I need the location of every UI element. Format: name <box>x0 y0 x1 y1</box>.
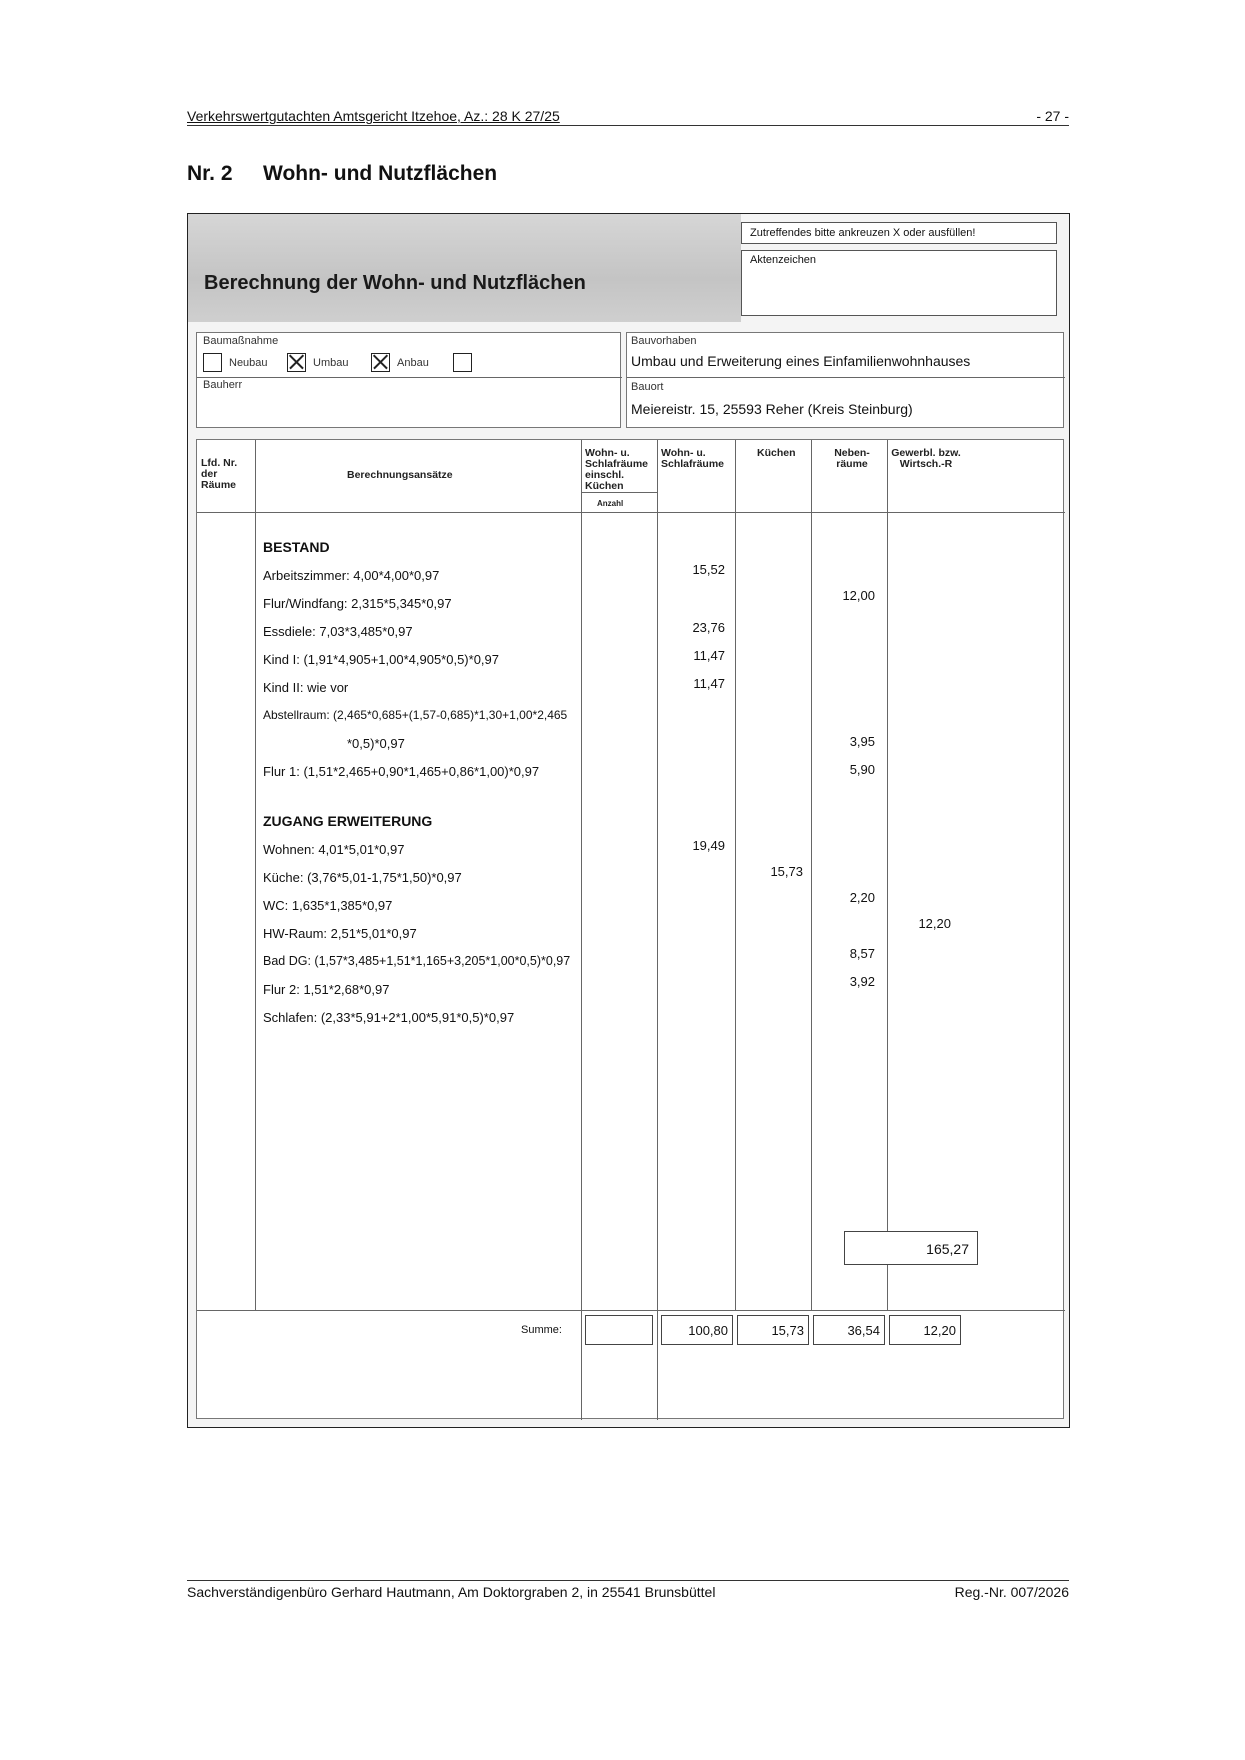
neben-value: 12,00 <box>842 588 875 603</box>
aktenzeichen-label: Aktenzeichen <box>750 254 817 266</box>
section-zugang: ZUGANG ERWEITERUNG <box>263 813 433 829</box>
summe-kuechen: 15,73 <box>737 1315 809 1345</box>
vorhaben-value: Umbau und Erweiterung eines Einfamilienwohnhauses <box>631 353 971 369</box>
calc-row: Wohnen: 4,01*5,01*0,97 <box>263 842 405 857</box>
col-header-lfd: Lfd. Nr. der Räume <box>201 457 238 491</box>
summe-gewerbl: 12,20 <box>889 1315 961 1345</box>
neubau-checkbox-checked <box>287 353 306 372</box>
summary-divider <box>197 1310 1065 1311</box>
massnahme-panel <box>196 332 621 428</box>
neben-value: 5,90 <box>849 762 875 777</box>
neubau-label: Neubau <box>229 357 268 369</box>
wohn-value: 11,47 <box>693 676 725 691</box>
section-heading <box>187 162 497 186</box>
column-divider <box>581 440 582 1420</box>
calc-row: Schlafen: (2,33*5,91+2*1,00*5,91*0,5)*0,97 <box>263 1010 515 1025</box>
form-title: Berechnung der Wohn- und Nutzflächen <box>204 272 586 294</box>
calc-row: Flur 1: (1,51*2,465+0,90*1,465+0,86*1,00)*0,97 <box>263 764 540 779</box>
divider <box>197 377 622 378</box>
page-number: - 27 - <box>1036 108 1069 124</box>
blank-checkbox <box>203 353 222 372</box>
section-title: Wohn- und Nutzflächen <box>263 162 498 185</box>
massnahme-label: Baumaßnahme <box>203 335 279 347</box>
wohn-value: 11,47 <box>693 648 725 663</box>
anbau-label: Anbau <box>397 357 429 369</box>
neben-value: 3,95 <box>849 734 875 749</box>
calc-row: Küche: (3,76*5,01-1,75*1,50)*0,97 <box>263 870 462 885</box>
col-header-wohn-einschl: Wohn- u. Schlafräume einschl. Küchen <box>585 447 649 492</box>
calc-row: Essdiele: 7,03*3,485*0,97 <box>263 624 413 639</box>
calc-row: Kind II: wie vor <box>263 680 349 695</box>
calc-row: Flur 2: 1,51*2,68*0,97 <box>263 982 390 997</box>
summe-label: Summe: <box>521 1324 562 1336</box>
wohn-value: 23,76 <box>692 620 725 635</box>
col-header-wohn: Wohn- u. Schlafräume <box>661 447 725 470</box>
neben-value: 3,92 <box>849 974 875 989</box>
footer-rule <box>187 1580 1069 1581</box>
bauherr-label: Bauherr <box>203 379 243 391</box>
area-calculation-form <box>187 213 1070 1428</box>
calc-row: WC: 1,635*1,385*0,97 <box>263 898 393 913</box>
calc-row: Arbeitszimmer: 4,00*4,00*0,97 <box>263 568 440 583</box>
bauort-label: Bauort <box>631 381 664 393</box>
column-divider <box>255 440 256 1310</box>
umbau-label: Umbau <box>313 357 349 369</box>
gewerbl-value: 12,20 <box>918 916 951 931</box>
header-title: Verkehrswertgutachten Amtsgericht Itzehoe, Az.: 28 K 27/25 <box>187 108 560 124</box>
footer-office: Sachverständigenbüro Gerhard Hautmann, Am Doktorgraben 2, in 25541 Brunsbüttel <box>187 1584 716 1600</box>
col-header-anzahl: Anzahl <box>597 499 624 508</box>
calc-row-continuation: *0,5)*0,97 <box>347 736 405 751</box>
umbau-checkbox-checked <box>371 353 390 372</box>
col-header-ansaetze: Berechnungsansätze <box>347 469 453 481</box>
calc-row: Bad DG: (1,57*3,485+1,51*1,165+3,205*1,00*0,5)*0,97 <box>263 954 571 968</box>
neben-value: 2,20 <box>849 890 875 905</box>
footer-reg-number: Reg.-Nr. 007/2026 <box>954 1584 1069 1600</box>
column-divider <box>735 440 736 1310</box>
total-area: 165,27 <box>844 1231 978 1265</box>
summe-anzahl-box <box>585 1315 653 1345</box>
instruction-note: Zutreffendes bitte ankreuzen X oder ausfüllen! <box>741 222 1057 244</box>
form-banner <box>188 214 741 322</box>
wohn-value: 19,49 <box>692 838 725 853</box>
neben-value: 8,57 <box>849 946 875 961</box>
divider <box>627 377 1065 378</box>
column-divider <box>887 440 888 1310</box>
kuechen-value: 15,73 <box>770 864 803 879</box>
calc-row: Abstellraum: (2,465*0,685+(1,57-0,685)*1,30+1,00*2,465 <box>263 708 568 722</box>
col-header-gewerbl: Gewerbl. bzw. Wirtsch.-R <box>891 447 961 470</box>
vorhaben-label: Bauvorhaben <box>631 335 697 347</box>
vorhaben-panel <box>626 332 1064 428</box>
header-divider <box>197 512 1065 513</box>
col-header-neben: Neben-räume <box>834 447 870 470</box>
aktenzeichen-field <box>741 250 1057 316</box>
col-header-kuechen: Küchen <box>757 447 796 459</box>
section-number: Nr. 2 <box>187 162 233 185</box>
wohn-value: 15,52 <box>692 562 725 577</box>
calc-row: Kind I: (1,91*4,905+1,00*4,905*0,5)*0,97 <box>263 652 499 667</box>
summe-wohn: 100,80 <box>661 1315 733 1345</box>
calc-row: HW-Raum: 2,51*5,01*0,97 <box>263 926 417 941</box>
page-header <box>187 108 1069 126</box>
anbau-checkbox <box>453 353 472 372</box>
area-table <box>196 439 1064 1419</box>
section-bestand: BESTAND <box>263 539 330 555</box>
summe-neben: 36,54 <box>813 1315 885 1345</box>
calc-row: Flur/Windfang: 2,315*5,345*0,97 <box>263 596 452 611</box>
column-divider <box>657 440 658 1420</box>
anzahl-divider <box>581 492 657 493</box>
bauort-value: Meiereistr. 15, 25593 Reher (Kreis Steinburg) <box>631 401 913 417</box>
column-divider <box>811 440 812 1310</box>
